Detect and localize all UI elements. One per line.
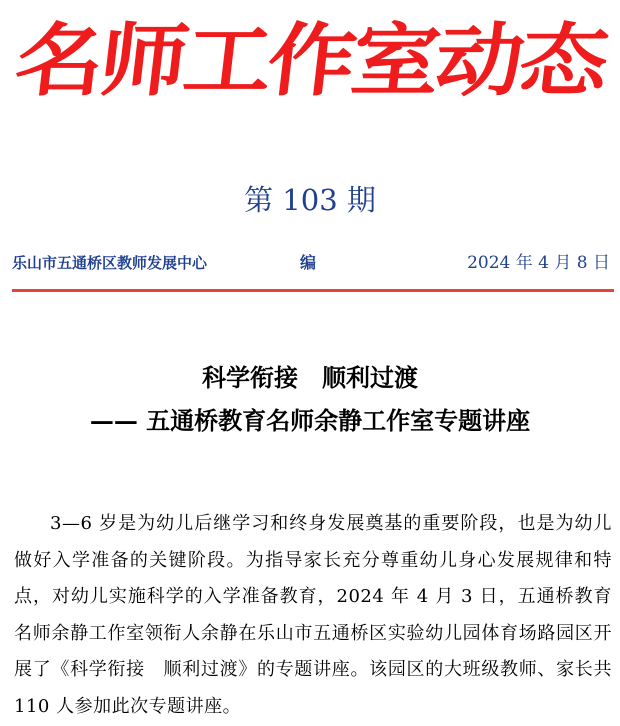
edit-label: 编	[300, 253, 317, 272]
masthead-title: 名师工作室动态	[10, 14, 610, 107]
issue-number: 第 103 期	[244, 183, 376, 217]
article-title: 科学衔接 顺利过渡	[202, 363, 418, 392]
organization-name: 乐山市五通桥区教师发展中心	[12, 254, 208, 272]
article-subtitle: —— 五通桥教育名师余静工作室专题讲座	[89, 406, 531, 435]
publication-meta	[12, 250, 610, 276]
header-divider	[12, 289, 614, 292]
article-paragraph: 3—6 岁是为幼儿后继学习和终身发展奠基的重要阶段，也是为幼儿做好入学准备的关键阶段。为指导家长充分尊重幼儿身心发展规律和特点，对幼儿实施科学的入学准备教育，2024 年 4 月 3 日，五通桥教育名师余静工作室领衔人余静在乐山市五通桥区实验幼儿园体育场路园区开展了《科学衔接 顺利过渡》的专题讲座。该园区的大班级教师、家长共 110 人参加此次专题讲座。	[14, 513, 612, 717]
publication-date: 2024 年 4 月 8 日	[467, 253, 610, 273]
